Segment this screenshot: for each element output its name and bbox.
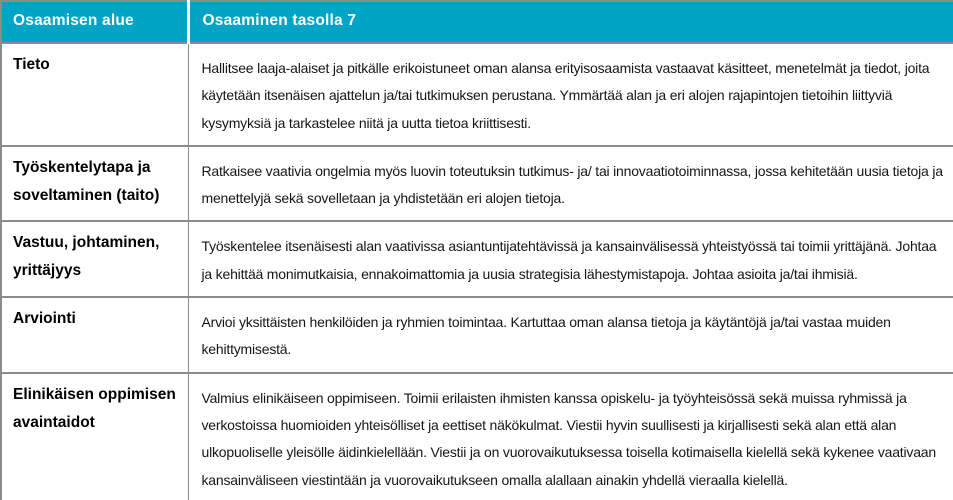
table-row-vastuu [1, 221, 953, 297]
area-label: Työskentelytapa ja soveltaminen (taito) [1, 146, 188, 222]
table-row-tieto [1, 43, 953, 146]
table-row-arviointi [1, 297, 953, 373]
area-label: Tieto [1, 43, 188, 146]
area-label: Vastuu, johtaminen, yrittäjyys [1, 221, 188, 297]
header-row [1, 1, 953, 43]
header-cell-osaamisen-alue: Osaamisen alue [1, 1, 188, 43]
description-text: Hallitsee laaja-alaiset ja pitkälle erikoistuneet oman alansa erityisosaamista vastaavat käsitteet, menetelmät ja tiedot, joita käytetään itsenäisen ajattelun ja/tai tutkimuksen perustana. Ymmärtää alan ja eri alojen rajapintojen tietoihin liittyviä kysymyksiä ja tarkastelee niitä ja uutta tietoa kriittisesti. [188, 43, 953, 146]
table-row-elinikainen-oppiminen [1, 373, 953, 500]
header-cell-osaaminen-tasolla-7: Osaaminen tasolla 7 [188, 1, 953, 43]
description-text: Arvioi yksittäisten henkilöiden ja ryhmien toimintaa. Kartuttaa oman alansa tietoja ja käytäntöjä ja/tai vastaa muiden kehittymisestä. [188, 297, 953, 373]
area-label: Arviointi [1, 297, 188, 373]
table-row-tyoskentelytapa [1, 146, 953, 222]
description-text: Valmius elinikäiseen oppimiseen. Toimii erilaisten ihmisten kanssa opiskelu- ja työyhteisössä sekä muissa ryhmissä ja verkostoissa huomioiden yhteisölliset ja eettiset näkökulmat. Viestii hyvin suullisesti ja kirjallisesti sekä alan että alan ulkopuoliselle yleisölle äidinkielellään. Viestii ja on vuorovaikutuksessa toisella kotimaisella kielellä sekä kykenee vaativaan kansainväliseen viestintään ja vuorovaikutukseen omalla alallaan ainakin yhdellä vieraalla kielellä. [188, 373, 953, 500]
description-text: Työskentelee itsenäisesti alan vaativissa asiantuntijatehtävissä ja kansainvälisessä yhteistyössä tai toimii yrittäjänä. Johtaa ja kehittää monimutkaisia, ennakoimattomia ja uusia strategisia lähestymistapoja. Johtaa asioita ja/tai ihmisiä. [188, 221, 953, 297]
description-text: Ratkaisee vaativia ongelmia myös luovin toteutuksin tutkimus- ja/ tai innovaatiotoiminnassa, jossa kehitetään uusia tietoja ja menettelyjä sekä sovelletaan ja yhdistetään eri alojen tietoja. [188, 146, 953, 222]
area-label: Elinikäisen oppimisen avaintaidot [1, 373, 188, 500]
